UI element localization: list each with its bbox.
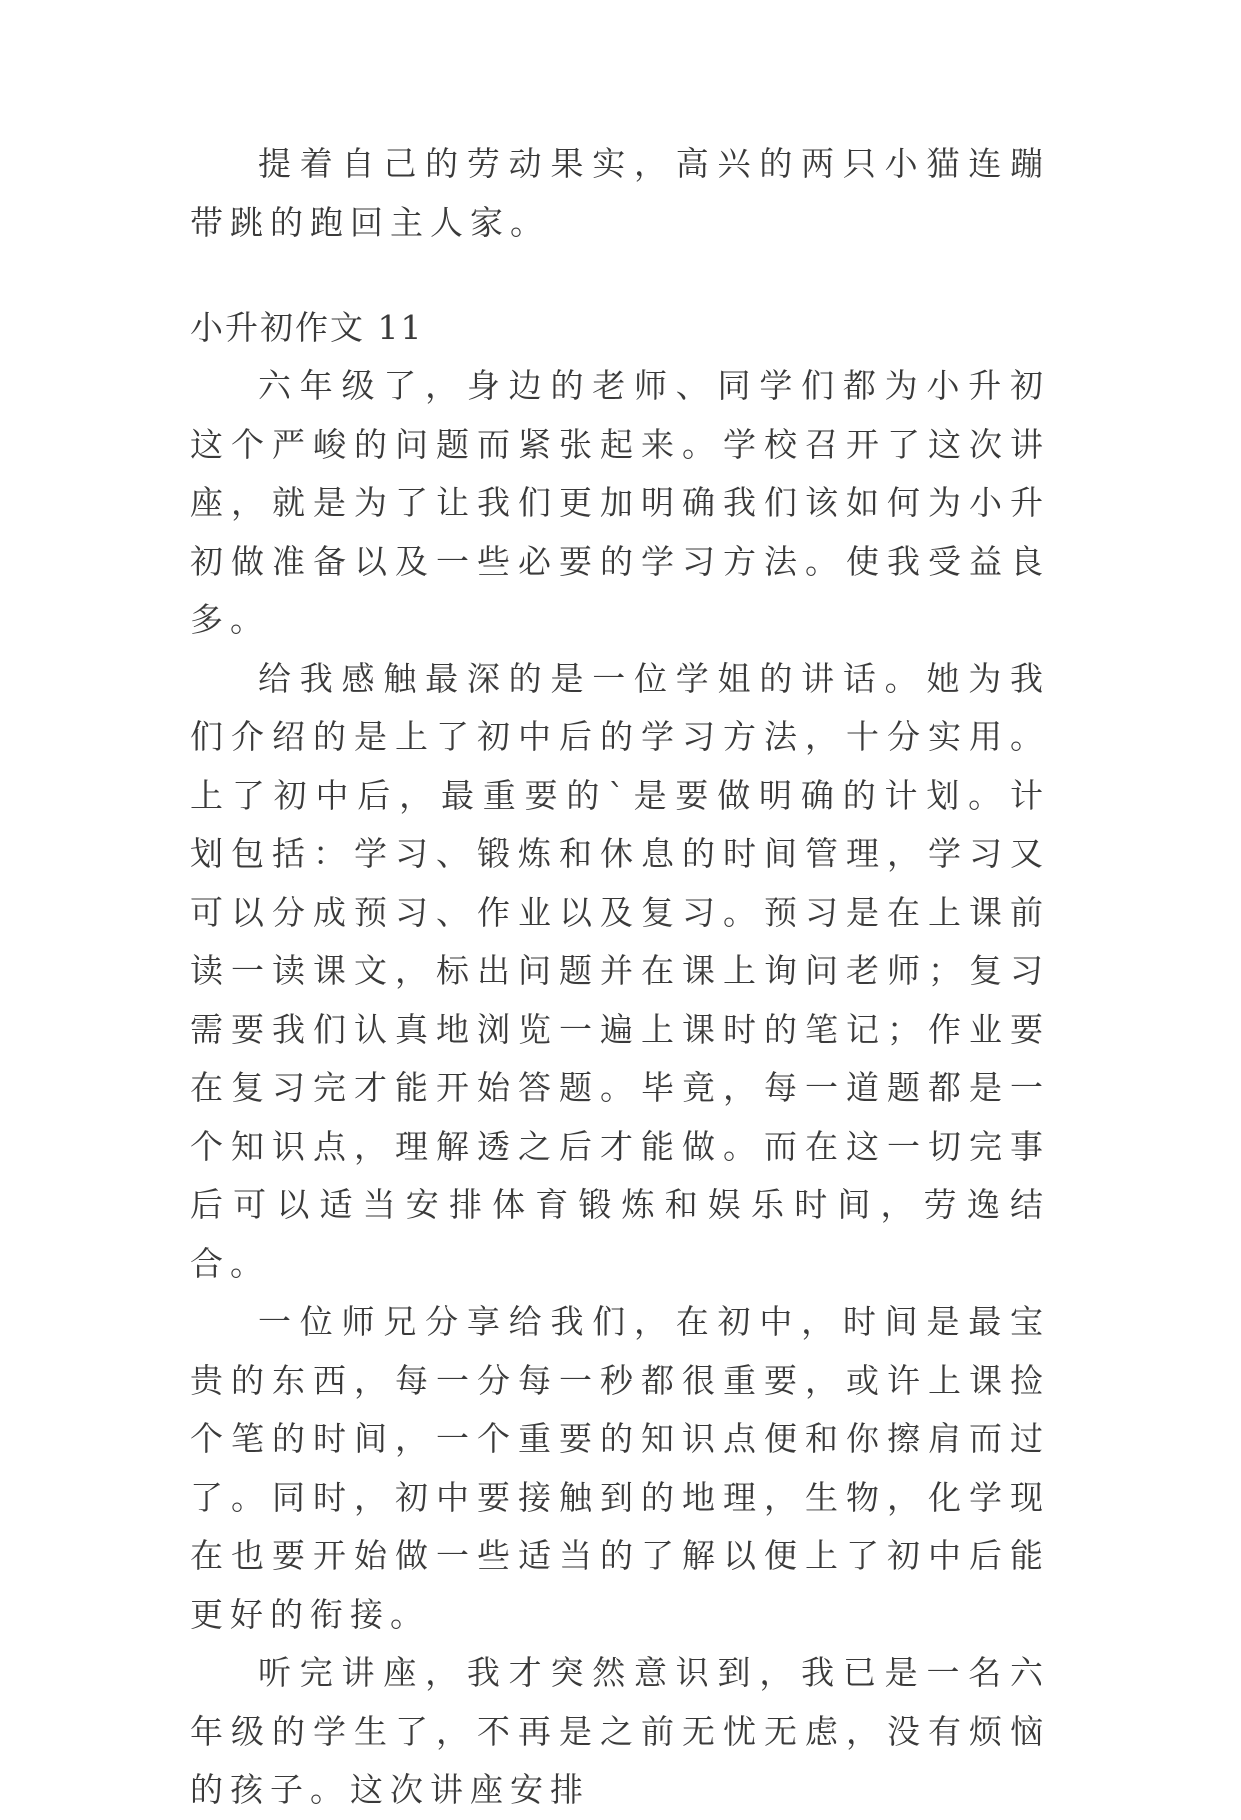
intro-paragraph: 提着自己的劳动果实，高兴的两只小猫连蹦带跳的跑回主人家。 [190,144,1050,242]
document-page [190,135,1050,1820]
body-paragraph-1: 六年级了，身边的老师、同学们都为小升初这个严峻的问题而紧张起来。学校召开了这次讲座，就是为了让我们更加明确我们该如何为小升初做准备以及一些必要的学习方法。使我受益良多。 [190,366,1050,639]
body-paragraph-4: 听完讲座，我才突然意识到，我已是一名六年级的学生了，不再是之前无忧无虑，没有烦恼的孩子。这次讲座安排 [190,1653,1050,1809]
section-title: 小升初作文 11 [190,308,424,347]
body-paragraph-2: 给我感触最深的是一位学姐的讲话。她为我们介绍的是上了初中后的学习方法，十分实用。上了初中后，最重要的`是要做明确的计划。计划包括：学习、锻炼和休息的时间管理，学习又可以分成预习、作业以及复习。预习是在上课前读一读课文，标出问题并在课上询问老师；复习需要我们认真地浏览一遍上课时的笔记；作业要在复习完才能开始答题。毕竟，每一道题都是一个知识点，理解透之后才能做。而在这一切完事后可以适当安排体育锻炼和娱乐时间，劳逸结合。 [190,658,1050,1283]
body-paragraph-3: 一位师兄分享给我们，在初中，时间是最宝贵的东西，每一分每一秒都很重要，或许上课捡个笔的时间，一个重要的知识点便和你擦肩而过了。同时，初中要接触到的地理，生物，化学现在也要开始做一些适当的了解以便上了初中后能更好的衔接。 [190,1302,1050,1634]
